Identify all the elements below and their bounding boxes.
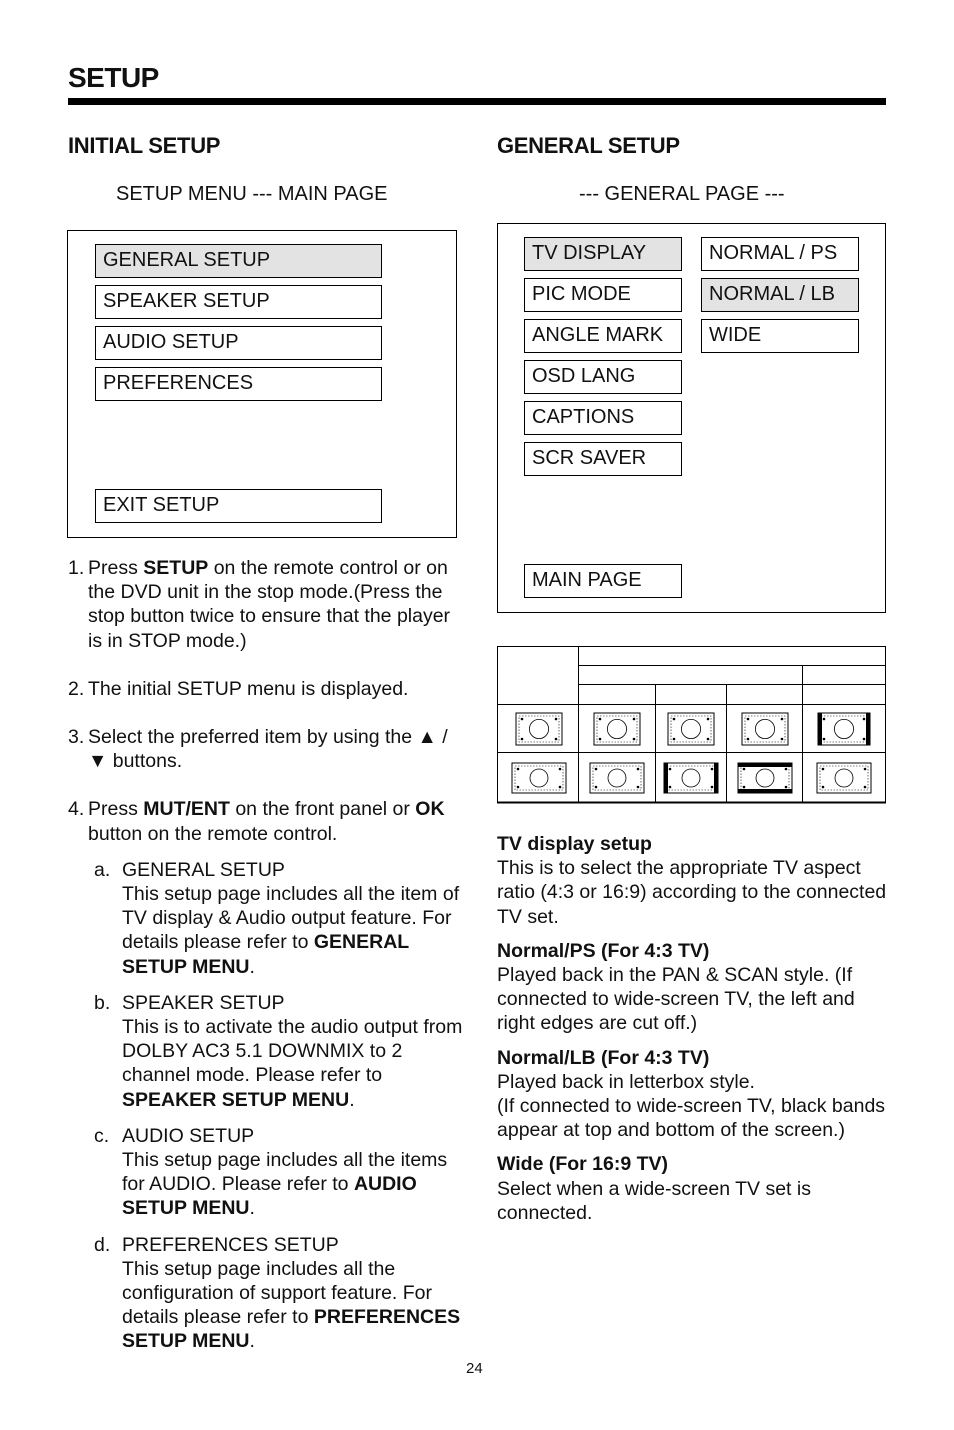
step-3: 3. Select the preferred item by using the ▲ / ▼ buttons.	[68, 726, 448, 773]
tv-icon	[668, 713, 714, 745]
tv-icon	[818, 713, 870, 745]
instruction-steps	[68, 556, 468, 1366]
tv-icon	[512, 763, 566, 793]
preferences-item[interactable]: PREFERENCES	[95, 367, 382, 401]
exit-setup-item[interactable]: EXIT SETUP	[95, 489, 382, 523]
tv-icon	[664, 763, 718, 793]
page-title: SETUP	[68, 62, 159, 93]
initial-setup-heading: INITIAL SETUP	[68, 133, 221, 158]
page-number: 24	[466, 1360, 483, 1377]
desc-wide: Wide (For 16:9 TV) Select when a wide-screen TV set is connected.	[497, 1153, 811, 1224]
captions-item[interactable]: CAPTIONS	[524, 401, 682, 435]
desc-tv-display-setup: TV display setup This is to select the appropriate TV aspect ratio (4:3 or 16:9) according to the connected TV set.	[497, 833, 887, 928]
tv-icon	[742, 713, 788, 745]
scr-saver-item[interactable]: SCR SAVER	[524, 442, 682, 476]
pic-mode-item[interactable]: PIC MODE	[524, 278, 682, 312]
step-2: 2. The initial SETUP menu is displayed.	[68, 677, 409, 700]
desc-normal-lb: Normal/LB (For 4:3 TV) Played back in letterbox style. (If connected to wide-screen TV, black bands appear at top and bottom of the screen.)	[497, 1046, 886, 1142]
general-page-caption: --- GENERAL PAGE ---	[579, 183, 785, 205]
aspect-ratio-grid	[497, 646, 886, 804]
aspect-ratio-table	[497, 646, 886, 804]
tv-icon	[738, 763, 792, 793]
setup-main-menu	[67, 230, 457, 538]
osd-lang-item[interactable]: OSD LANG	[524, 360, 682, 394]
step-1: 1. Press SETUP on the remote control or on the DVD unit in the stop mode.(Press the stop button twice to ensure that the player is in STOP mode.)	[68, 557, 451, 652]
tv-icon	[817, 763, 871, 793]
wide-option[interactable]: WIDE	[701, 319, 859, 353]
normal-lb-option[interactable]: NORMAL / LB	[701, 278, 859, 312]
audio-setup-item[interactable]: AUDIO SETUP	[95, 326, 382, 360]
substep-d: d. PREFERENCES SETUP This setup page includes all the configuration of support feature. For details please refer to PREFERENCES SETUP MENU.	[94, 1233, 461, 1353]
general-setup-heading: GENERAL SETUP	[497, 133, 680, 158]
substep-c: c. AUDIO SETUP This setup page includes all the items for AUDIO. Please refer to AUDIO SETUP MENU.	[94, 1124, 448, 1220]
tv-icon	[594, 713, 640, 745]
up-down-arrows-icon: ▲ / ▼	[88, 726, 448, 773]
main-page-caption: SETUP MENU --- MAIN PAGE	[116, 183, 388, 205]
angle-mark-item[interactable]: ANGLE MARK	[524, 319, 682, 353]
substep-b: b. SPEAKER SETUP This is to activate the audio output from DOLBY AC3 5.1 DOWNMIX to 2 channel mode. Please refer to SPEAKER SETUP MENU.	[94, 991, 463, 1111]
desc-normal-ps: Normal/PS (For 4:3 TV) Played back in the PAN & SCAN style. (If connected to wide-screen TV, the left and right edges are cut off.)	[497, 939, 855, 1035]
normal-ps-option[interactable]: NORMAL / PS	[701, 237, 859, 271]
main-page-item[interactable]: MAIN PAGE	[524, 564, 682, 598]
substep-a: a. GENERAL SETUP This setup page includes all the item of TV display & Audio output feature. For details please refer to GENERAL SETUP MENU.	[94, 858, 460, 978]
title-rule	[68, 98, 886, 105]
step-4: 4. Press MUT/ENT on the front panel or OK button on the remote control.	[68, 798, 445, 845]
tv-icon	[590, 763, 644, 793]
tv-display-item[interactable]: TV DISPLAY	[524, 237, 682, 271]
general-page-menu	[497, 223, 886, 613]
general-setup-item[interactable]: GENERAL SETUP	[95, 244, 382, 278]
speaker-setup-item[interactable]: SPEAKER SETUP	[95, 285, 382, 319]
tv-display-descriptions	[497, 832, 889, 1235]
tv-icon	[516, 713, 562, 745]
